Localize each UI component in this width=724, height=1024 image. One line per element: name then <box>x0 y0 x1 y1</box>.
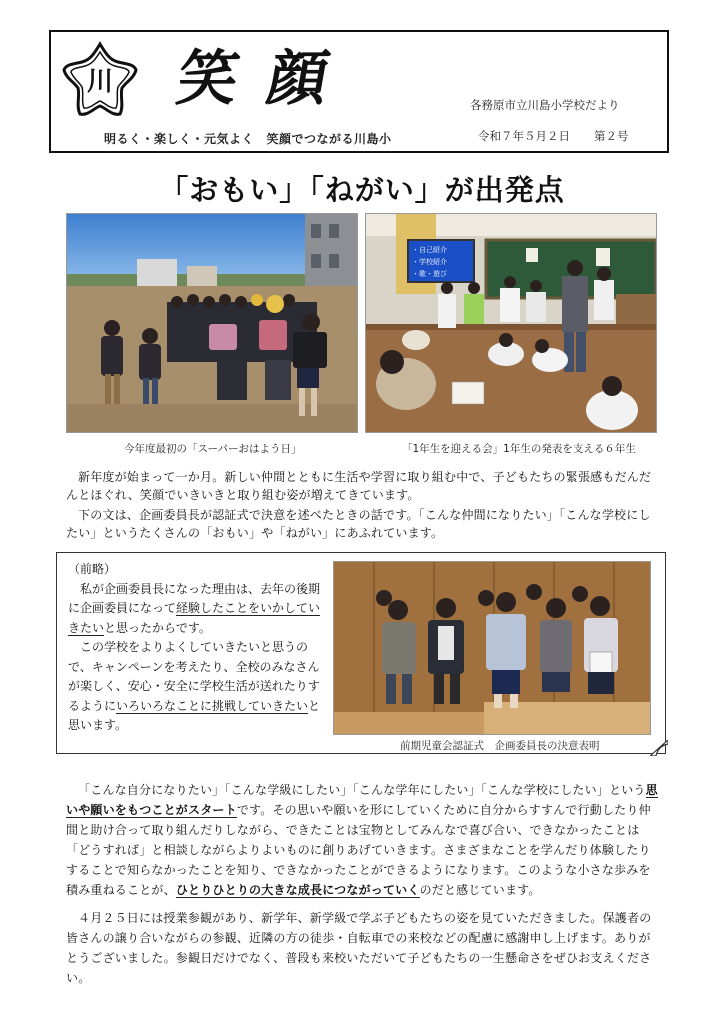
body-text-run: です。その思いや願いを形にしていくために自分からすすんで行動したり仲間と助け合って取り組んだりしながら、できたことは宝物としてみんなで喜び合い、できなかったことは「どうすれば」と相談しながらよりよいものに創りあげていきます。さまざまなことを学んだり体験したりすることで知らなかったことを知り、できなかったことができるようになります。このような小さな歩みを積み重ねることが、 <box>66 803 651 897</box>
photo-welcome-first-graders <box>365 213 657 433</box>
body-text-run: のだと感じています。 <box>419 883 541 897</box>
ceremony-photo-illustration <box>334 562 651 735</box>
screen-line-1: ・自己紹介 <box>412 246 447 254</box>
photo-super-ohayo-day <box>66 213 358 433</box>
intro-paragraph-2: 下の文は、企画委員長が認証式で決意を述べたときの話です。「こんな仲間になりたい」「こんな学校にしたい」というたくさんの「おもい」や「ねがい」にあふれています。 <box>66 508 651 540</box>
emblem-character: 川 <box>86 67 114 97</box>
page-curl-icon <box>650 740 668 756</box>
speech-paragraph-2 <box>68 638 326 736</box>
screen-line-3: ・歌・遊び <box>412 270 447 278</box>
photo-caption: 今年度最初の「スーパーおはよう日」 <box>124 443 302 455</box>
speech-text-run: と思ったからです。 <box>104 620 211 635</box>
classroom-photo-illustration <box>366 214 657 433</box>
screen-line-2: ・学校紹介 <box>412 258 447 266</box>
photo-caption: 前期児童会認証式 企画委員長の決意表明 <box>400 740 600 752</box>
speech-underlined-phrase: 経験したことをいかしていきたい <box>68 601 321 635</box>
article-title: 「おもい」「ねがい」が出発点 <box>159 173 565 207</box>
issue-date: 令和７年５月２日 <box>478 129 570 143</box>
school-slogan: 明るく・楽しく・元気よく 笑顔でつながる川島小 <box>104 132 392 146</box>
speech-text <box>68 560 326 736</box>
speech-omission-label: （前略） <box>68 562 117 576</box>
photo-caption: 「1年生を迎える会」1年生の発表を支える６年生 <box>402 443 636 455</box>
speech-text-run: 私が企画委員長になった理由は、去年の後期に企画委員になって <box>68 581 321 615</box>
issue-number: 第２号 <box>594 129 629 143</box>
speech-paragraph-1 <box>68 580 326 639</box>
speech-underlined-phrase: いろいろなことに挑戦していきたい <box>116 698 309 713</box>
speech-text-run: この学校をよりよくしていきたいと思うので、キャンペーンを考えたり、全校のみなさんが楽しく、安心・安全に学校生活が送れたりするように <box>68 640 320 713</box>
body-paragraph-4: ４月２５日には授業参観があり、新学年、新学級で学ぶ子どもたちの姿を見ていただきました。保護者の皆さんの譲り合いながらの参観、近隣の方の徒歩・自転車での来校などの配慮に感謝申し上げます。ありがとうございました。参観日だけでなく、普段も来校いただいて子どもたちの一生懸命さをぜひお支えください。 <box>66 911 652 985</box>
body-text-run: 「こんな自分になりたい」「こんな学級にしたい」「こんな学年にしたい」「こんな学校にしたい」という <box>78 783 646 797</box>
body-emphasis-phrase: 思いや願いをもつことがスタート <box>66 783 658 817</box>
photo-student-council-ceremony <box>333 561 651 735</box>
speech-text-run: と思います。 <box>68 698 321 732</box>
body-emphasis-phrase: ひとりひとりの大きな成長につながっていく <box>175 883 420 897</box>
school-emblem-icon <box>60 40 140 120</box>
newsletter-title: 笑顔 <box>171 44 365 114</box>
schoolyard-photo-illustration <box>67 214 358 433</box>
newsletter-name: 各務原市立川島小学校だより <box>470 98 620 112</box>
intro-paragraph-1: 新年度が始まって一か月。新しい仲間とともに生活や学習に取り組む中で、子どもたちの緊張感もだんだんとほぐれ、笑顔でいきいきと取り組む姿が増えてきています。 <box>66 470 652 502</box>
body-paragraph-3 <box>66 780 662 900</box>
